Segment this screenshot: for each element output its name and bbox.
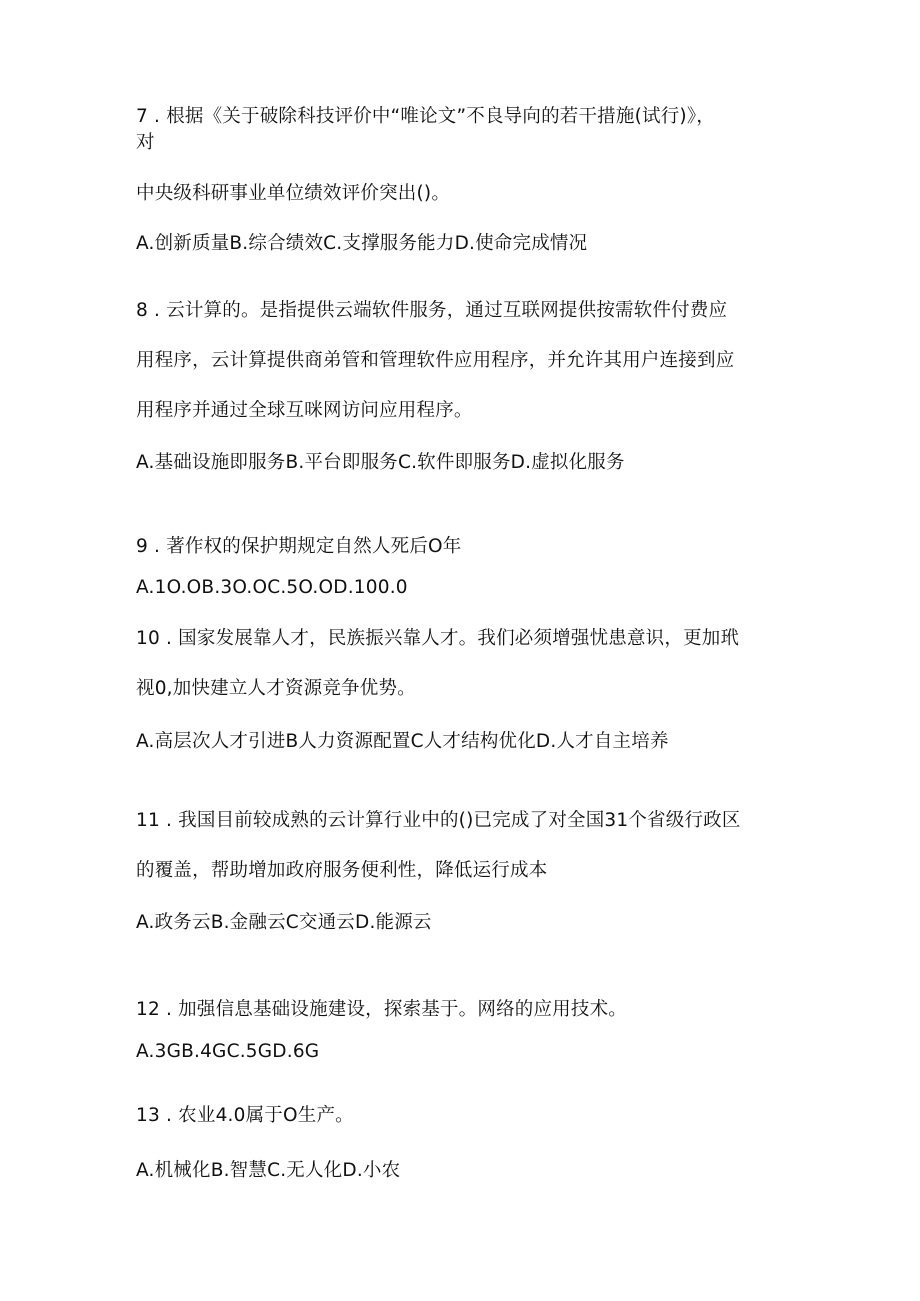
question-7-line-2: 对 — [136, 132, 155, 153]
question-11-line-1: 11 . 我国目前较成熟的云计算行业中的()已完成了对全国31个省级行政区 — [136, 810, 741, 831]
question-13-line-1: 13 . 农业4.0属于O生产。 — [136, 1105, 354, 1126]
question-8-options: A.基础设施即服务B.平台即服务C.软件即服务D.虚拟化服务 — [136, 452, 625, 473]
question-11-line-2: 的覆盖，帮助增加政府服务便利性，降低运行成本 — [136, 860, 548, 881]
question-9-line-1: 9 . 著作权的保护期规定自然人死后O年 — [136, 536, 462, 557]
question-7-line-3: 中央级科研事业单位绩效评价突出()。 — [136, 183, 451, 204]
question-10-line-1: 10 . 国家发展靠人才，民族振兴靠人才。我们必须增强忧患意识，更加玳 — [136, 628, 740, 649]
question-8-line-3: 用程序并通过全球互咪网访问应用程序。 — [136, 400, 473, 421]
question-10-line-2: 视0,加快建立人才资源竞争优势。 — [136, 678, 416, 699]
question-7-line-1: 7 . 根据《关于破除科技评价中“唯论文”不良导向的若干措施(试行)》， — [136, 106, 715, 127]
question-7-options: A.创新质量B.综合绩效C.支撑服务能力D.使命完成情况 — [136, 233, 588, 254]
question-8-line-1: 8 . 云计算的。是指提供云端软件服务，通过互联网提供按需软件付费应 — [136, 300, 728, 321]
question-10-options: A.高层次人才引进B人力资源配置C人才结构优化D.人才自主培养 — [136, 731, 669, 752]
question-9-options: A.1O.OB.3O.OC.5O.OD.100.0 — [136, 577, 408, 598]
question-11-options: A.政务云B.金融云C交通云D.能源云 — [136, 912, 432, 933]
question-12-options: A.3GB.4GC.5GD.6G — [136, 1041, 320, 1062]
question-12-line-1: 12 . 加强信息基础设施建设，探索基于。网络的应用技术。 — [136, 999, 627, 1020]
question-13-options: A.机械化B.智慧C.无人化D.小农 — [136, 1160, 401, 1181]
question-8-line-2: 用程序，云计算提供商弟管和管理软件应用程序，并允许其用户连接到应 — [136, 350, 735, 371]
